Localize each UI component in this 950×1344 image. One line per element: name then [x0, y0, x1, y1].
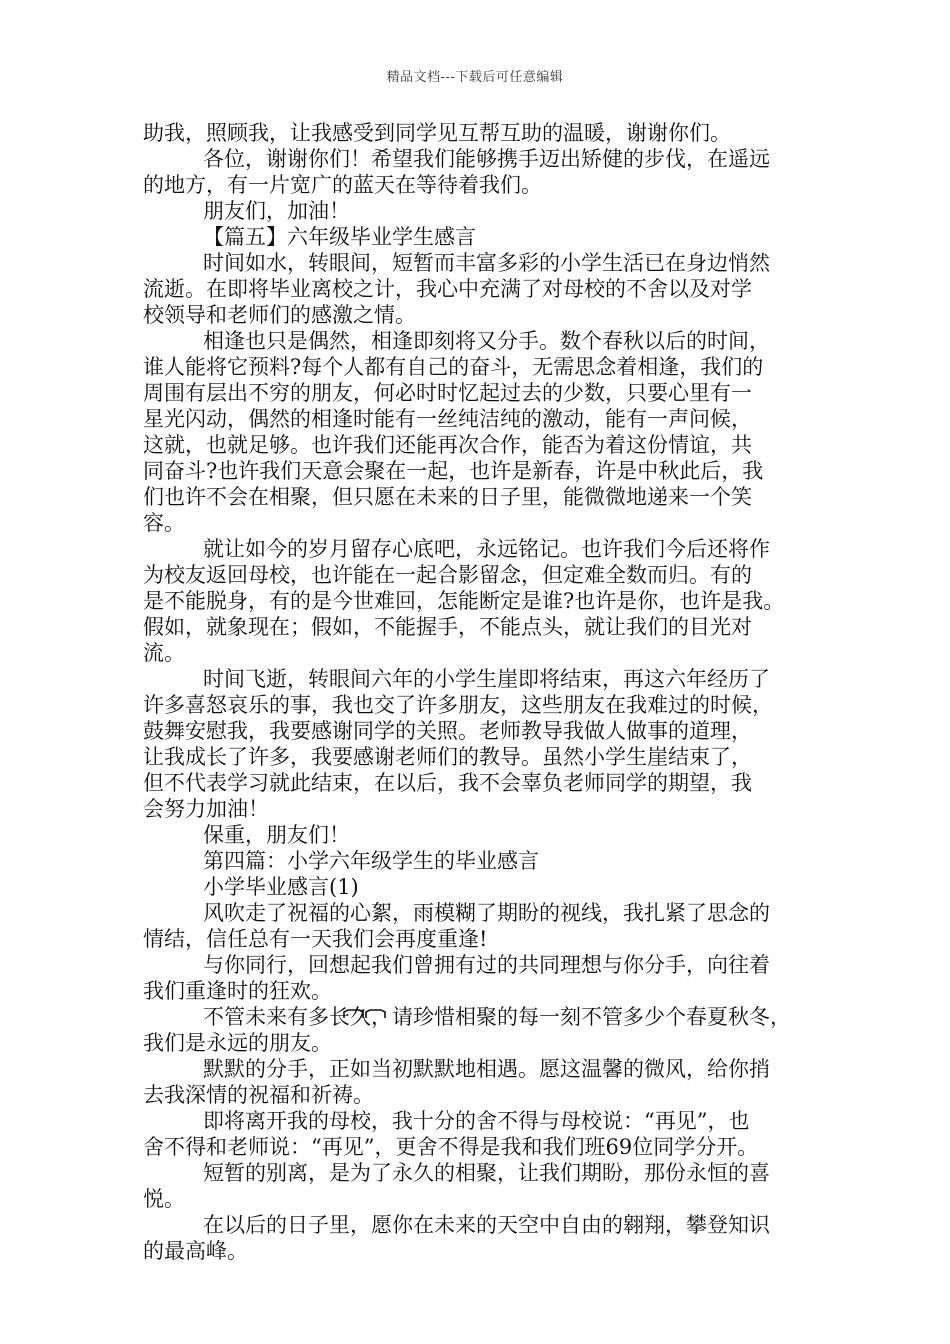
text-line: 我们是永远的朋友。 [143, 1031, 332, 1055]
text-line: 星光闪动，偶然的相逢时能有一丝纯洁纯的激动，能有一声问候， [143, 407, 752, 431]
text-line: 的最高峰。 [143, 1239, 248, 1263]
text-line: 不管未来有多长久，请珍惜相聚的每一刻不管多少个春夏秋冬， [203, 1005, 791, 1029]
text-line: 我们重逢时的狂欢。 [143, 979, 332, 1003]
text-line: 【篇五】六年级毕业学生感言 [203, 225, 476, 249]
text-line: 流逝。在即将毕业离校之计，我心中充满了对母校的不舍以及对学 [143, 277, 752, 301]
text-line: 让我成长了许多，我要感谢老师们的教导。虽然小学生崖结束了， [143, 745, 752, 769]
text-line: 但不代表学习就此结束，在以后，我不会辜负老师同学的期望，我 [143, 771, 752, 795]
text-line: 就让如今的岁月留存心底吧，永远铭记。也许我们今后还将作 [203, 537, 770, 561]
document-body [143, 120, 819, 1264]
text-line: 短暂的别离，是为了永久的相聚，让我们期盼，那份永恒的喜 [203, 1161, 770, 1185]
text-line: 舍不得和老师说：“再见”，更舍不得是我和我们班69位同学分开。 [143, 1135, 759, 1159]
text-line: 保重，朋友们！ [203, 823, 350, 847]
text-line: 谁人能将它预料?每个人都有自己的奋斗，无需思念着相逢，我们的 [143, 355, 764, 379]
text-line: 为校友返回母校，也许能在一起合影留念，但定难全数而归。有的 [143, 563, 752, 587]
text-line: 校领导和老师们的感激之情。 [143, 303, 416, 327]
text-line: 容。 [143, 511, 185, 535]
text-line: 许多喜怒哀乐的事，我也交了许多朋友，这些朋友在我难过的时候， [143, 693, 773, 717]
text-line: 鼓舞安慰我，我要感谢同学的关照。老师教导我做人做事的道理， [143, 719, 752, 743]
text-line: 流。 [143, 641, 185, 665]
text-line: 悦。 [143, 1187, 185, 1211]
text-line: 这就，也就足够。也许我们还能再次合作，能否为着这份情谊，共 [143, 433, 752, 457]
text-line: 第四篇：小学六年级学生的毕业感言 [203, 849, 539, 873]
text-line: 与你同行，回想起我们曾拥有过的共同理想与你分手，向往着 [203, 953, 770, 977]
text-line: 同奋斗?也许我们天意会聚在一起，也许是新春，许是中秋此后，我 [143, 459, 764, 483]
text-line: 风吹走了祝福的心絮，雨模糊了期盼的视线，我扎紧了思念的 [203, 901, 770, 925]
text-line: 假如，就象现在；假如，不能握手，不能点头，就让我们的目光对 [143, 615, 752, 639]
text-line: 时间如水，转眼间，短暂而丰富多彩的小学生活已在身边悄然 [203, 251, 770, 275]
text-line: 是不能脱身，有的是今世难回，怎能断定是谁?也许是你，也许是我。 [143, 589, 785, 613]
text-line: 的地方，有一片宽广的蓝天在等待着我们。 [143, 173, 542, 197]
text-line: 默默的分手，正如当初默默地相遇。愿这温馨的微风，给你捎 [203, 1057, 770, 1081]
text-line: 相逢也只是偶然，相逢即刻将又分手。数个春秋以后的时间， [203, 329, 770, 353]
text-line: 周围有层出不穷的朋友，何必时时忆起过去的少数，只要心里有一 [143, 381, 752, 405]
text-line: 小学毕业感言(1) [203, 875, 359, 899]
text-line: 情结，信任总有一天我们会再度重逢! [143, 927, 488, 951]
text-line: 会努力加油！ [143, 797, 269, 821]
text-line: 去我深情的祝福和祈祷。 [143, 1083, 374, 1107]
text-line: 朋友们，加油！ [203, 199, 350, 223]
page-header: 精品文档---下载后可任意编辑 [386, 70, 564, 85]
text-line: 们也许不会在相聚，但只愿在未来的日子里，能微微地递来一个笑 [143, 485, 752, 509]
text-line: 各位，谢谢你们！希望我们能够携手迈出矫健的步伐，在遥远 [203, 147, 770, 171]
text-line: 即将离开我的母校，我十分的舍不得与母校说：“再见”，也 [203, 1109, 750, 1133]
text-line: 在以后的日子里，愿你在未来的天空中自由的翱翔，攀登知识 [203, 1213, 770, 1237]
decorative-mark [343, 1009, 387, 1019]
text-line: 时间飞逝，转眼间六年的小学生崖即将结束，再这六年经历了 [203, 667, 770, 691]
text-line: 助我，照顾我，让我感受到同学见互帮互助的温暖，谢谢你们。 [143, 121, 731, 145]
